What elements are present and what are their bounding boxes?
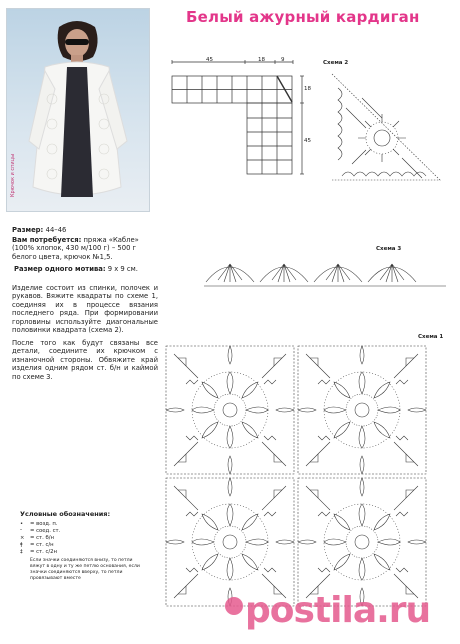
double-crochet-icon: ǂ [20, 541, 23, 548]
size-value: 44–46 [45, 226, 67, 234]
single-crochet-icon: × [20, 534, 25, 541]
grid-label-right-1: 18 [304, 86, 311, 92]
pattern-grid-diagram [170, 56, 320, 184]
motif-size-label: Размер одного мотива: [14, 265, 106, 273]
model-photo [6, 8, 150, 212]
motif-size-value: 9 х 9 см. [107, 265, 138, 273]
size-row [12, 226, 66, 234]
page-title: Белый ажурный кардиган [186, 8, 420, 26]
grid-label-top-3: 9 [281, 57, 285, 63]
legend-item-tr: ‡ = ст. с/2н [20, 548, 58, 555]
size-label: Размер: [12, 226, 44, 234]
treble-crochet-icon: ‡ [20, 548, 23, 555]
watermark: postila.ru [245, 590, 431, 631]
slip-stitch-icon: ᵕ [20, 527, 23, 534]
legend [20, 510, 160, 582]
description-p1: Изделие состоит из спинки, полочек и рукавов. Вяжите квадраты по схеме 1, соединяя их в процессе вязания последнего ряда. При формировании горловины используйте диагональные половинки квадрата (схема 2). [12, 284, 158, 335]
grid-label-top-1: 45 [206, 57, 213, 63]
scheme-1-chart [160, 342, 452, 614]
grid-label-right-2: 45 [304, 138, 311, 144]
materials-block [12, 236, 162, 261]
watermark-logo-icon [225, 597, 243, 615]
legend-item-sc: × = ст. б/н [20, 534, 55, 541]
description-p2: После того как будут связаны все детали, соедините их крючком с изнаночной стороны. Обвяжите край изделия одним рядом ст. б/н и каймой по схеме 3. [12, 339, 158, 381]
legend-note: Если значки соединяются внизу, то петли вяжут в одну и ту же петлю основания, если значки соединяются вверху, то петли провязывают вместе [30, 558, 140, 582]
scheme-3-label: Схема 3 [376, 246, 402, 252]
chain-stitch-icon: • [20, 521, 24, 527]
grid-label-top-2: 18 [258, 57, 265, 63]
legend-item-chain: • = возд. п. [20, 521, 58, 527]
scheme-1-label: Схема 1 [418, 334, 444, 340]
model-illustration [7, 9, 149, 211]
legend-item-dc: ǂ = ст. с/н [20, 541, 54, 548]
scheme-2-chart [322, 68, 452, 186]
photo-side-caption: Крючок и спицы [10, 153, 16, 197]
motif-size-row [14, 265, 138, 273]
legend-title: Условные обозначения: [20, 510, 111, 518]
legend-item-slip: ᵕ = соед. ст. [20, 527, 61, 534]
materials-label: Вам потребуется: [12, 236, 82, 244]
scheme-2-label: Схема 2 [323, 60, 349, 66]
materials-text: пряжа «Кабле» (100% хлопок, 430 м/100 г) – 500 г белого цвета, крючок №1,5. [12, 236, 139, 261]
scheme-3-chart [200, 252, 450, 292]
